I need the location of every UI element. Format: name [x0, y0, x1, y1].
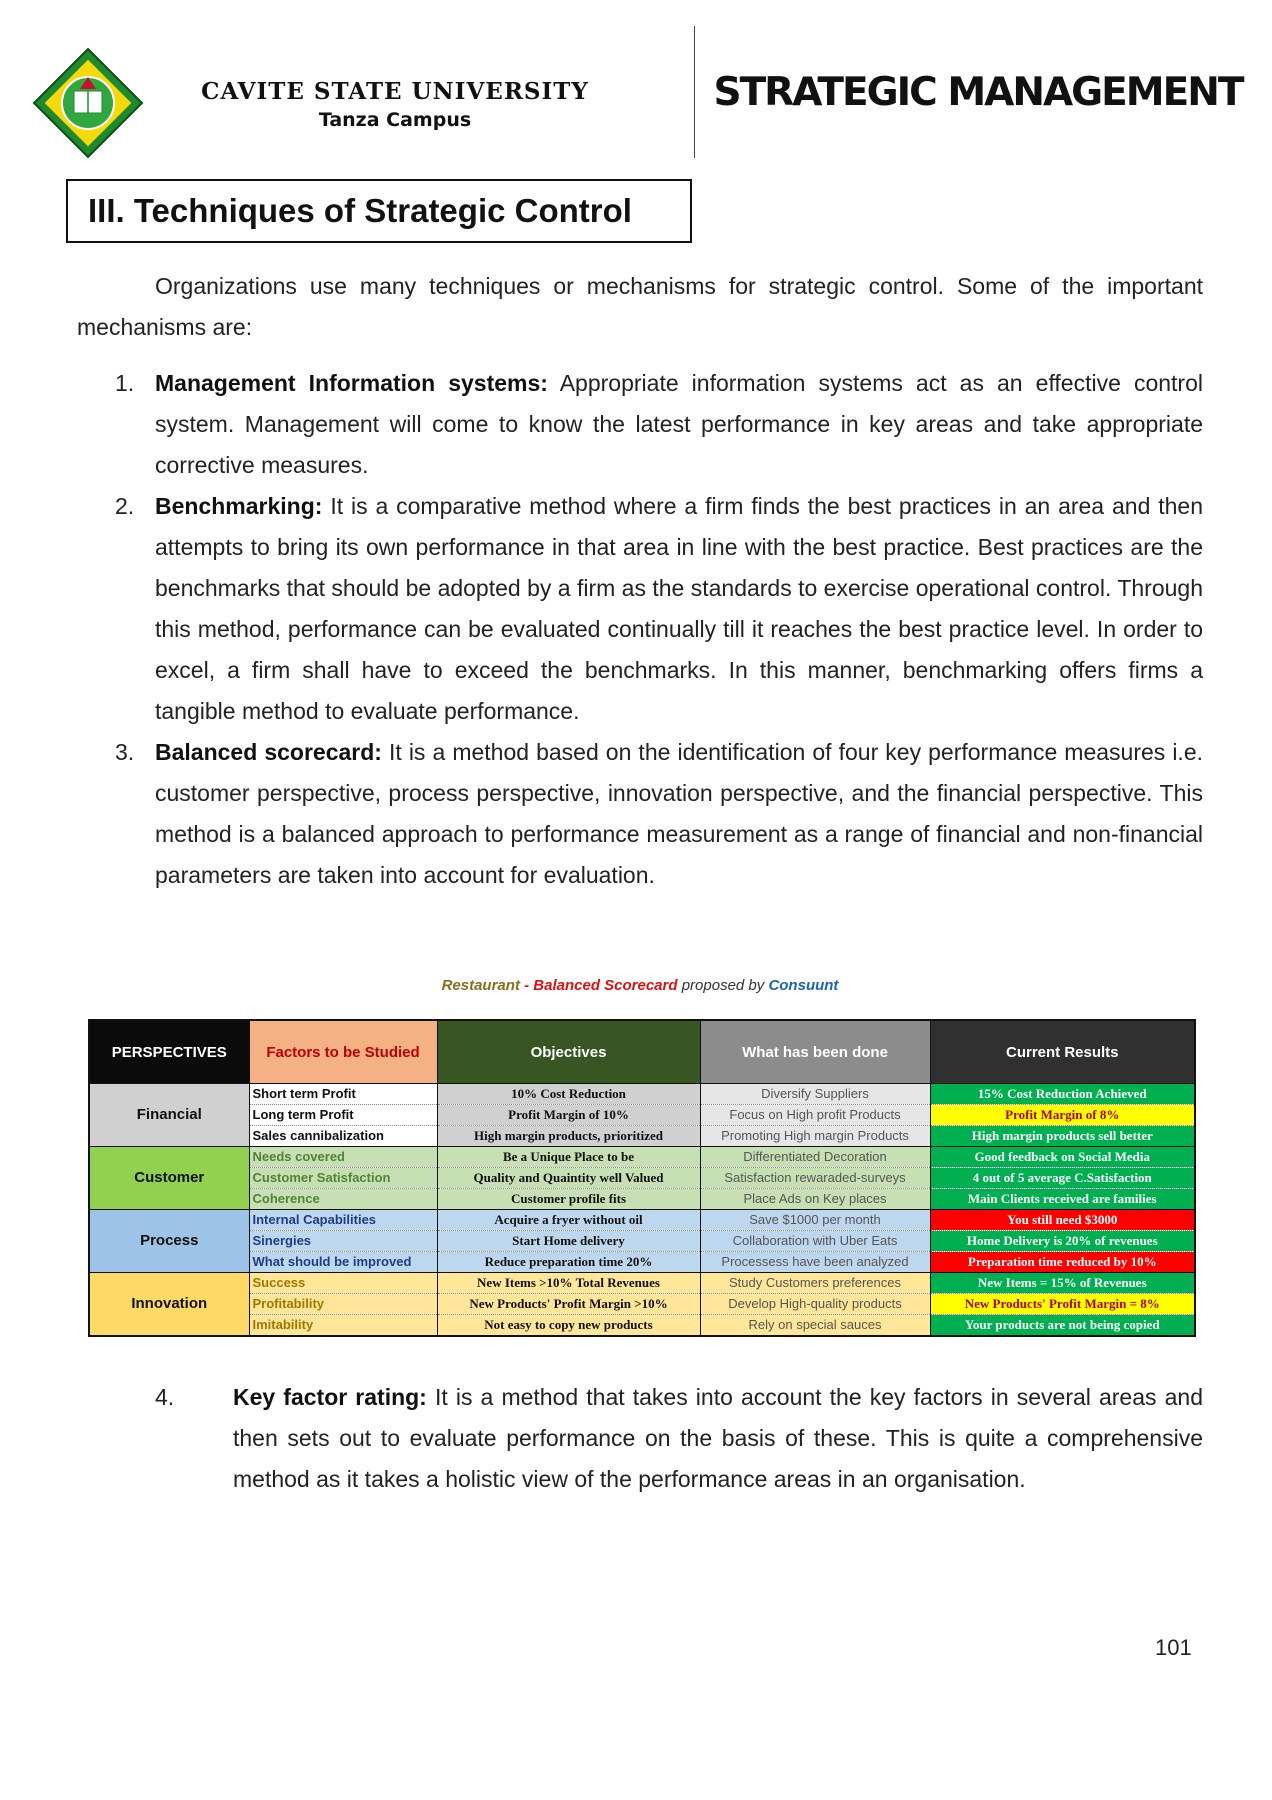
- balanced-scorecard-table: [88, 1019, 1196, 1337]
- result-cell: New Products' Profit Margin = 8%: [930, 1294, 1195, 1315]
- objective-cell: New Products' Profit Margin >10%: [437, 1294, 700, 1315]
- done-cell: Rely on special sauces: [700, 1315, 930, 1337]
- item-term: Management Information systems:: [155, 370, 548, 396]
- perspective-cell: Customer: [89, 1147, 249, 1210]
- result-cell: Good feedback on Social Media: [930, 1147, 1195, 1168]
- table-row: [89, 1252, 1195, 1273]
- scorecard-caption: [90, 977, 1190, 994]
- done-cell: Develop High-quality products: [700, 1294, 930, 1315]
- factor-cell: Internal Capabilities: [249, 1210, 437, 1231]
- result-cell: Main Clients received are families: [930, 1189, 1195, 1210]
- result-cell: Your products are not being copied: [930, 1315, 1195, 1337]
- factor-cell: Long term Profit: [249, 1105, 437, 1126]
- caption-proposed: proposed by: [677, 977, 769, 994]
- table-header-row: [89, 1020, 1195, 1084]
- done-cell: Focus on High profit Products: [700, 1105, 930, 1126]
- done-cell: Differentiated Decoration: [700, 1147, 930, 1168]
- table-row: [89, 1210, 1195, 1231]
- item-text: It is a comparative method where a firm finds the best practices in an area and then attempts to bring its own performance in that area in line with the best practice. Best practices are the benchmarks that should be adopted by a firm as the standards to exercise operational control. Through this method, performance can be evaluated continually till it reaches the best practice level. In order to excel, a firm shall have to exceed the benchmarks. In this manner, benchmarking offers firms a tangible method to evaluate performance.: [155, 493, 1203, 724]
- item-number: 3.: [115, 739, 135, 765]
- table-row: [89, 1084, 1195, 1105]
- intro-paragraph: Organizations use many techniques or mechanisms for strategic control. Some of the important mechanisms are:: [77, 273, 1203, 340]
- table-row: [89, 1231, 1195, 1252]
- objective-cell: Quality and Quaintity well Valued: [437, 1168, 700, 1189]
- objective-cell: Be a Unique Place to be: [437, 1147, 700, 1168]
- factor-cell: What should be improved: [249, 1252, 437, 1273]
- factor-cell: Coherence: [249, 1189, 437, 1210]
- result-cell: High margin products sell better: [930, 1126, 1195, 1147]
- done-cell: Save $1000 per month: [700, 1210, 930, 1231]
- objective-cell: Customer profile fits: [437, 1189, 700, 1210]
- result-cell: 15% Cost Reduction Achieved: [930, 1084, 1195, 1105]
- item-text: It is a method based on the identification of four key performance measures i.e. customer perspective, process perspective, innovation perspective, and the financial perspective. This method is a balanced approach to performance measurement as a range of financial and non-financial parameters are taken into account for evaluation.: [155, 739, 1203, 888]
- table-row: [89, 1126, 1195, 1147]
- item-number: 4.: [155, 1384, 175, 1410]
- university-header: [185, 78, 605, 131]
- objective-cell: High margin products, prioritized: [437, 1126, 700, 1147]
- header-what-done: What has been done: [700, 1020, 930, 1084]
- item-number: 2.: [115, 493, 135, 519]
- item-text: Appropriate information systems act as an effective control system. Management will come to know the latest performance in key areas and take appropriate corrective measures.: [155, 370, 1203, 478]
- objective-cell: New Items >10% Total Revenues: [437, 1273, 700, 1294]
- objective-cell: Start Home delivery: [437, 1231, 700, 1252]
- item-term: Balanced scorecard:: [155, 739, 382, 765]
- header-divider: [694, 26, 695, 158]
- university-name: CAVITE STATE UNIVERSITY: [201, 78, 589, 105]
- techniques-list-continued: [77, 1377, 1203, 1500]
- done-cell: Processess have been analyzed: [700, 1252, 930, 1273]
- done-cell: Place Ads on Key places: [700, 1189, 930, 1210]
- section-heading-box: [66, 179, 692, 243]
- table-row: [89, 1315, 1195, 1337]
- scorecard-body: [89, 1084, 1195, 1337]
- table-row: [89, 1189, 1195, 1210]
- done-cell: Diversify Suppliers: [700, 1084, 930, 1105]
- caption-dash: -: [519, 977, 534, 994]
- header-factors: Factors to be Studied: [249, 1020, 437, 1084]
- item-term: Key factor rating:: [233, 1384, 427, 1410]
- perspective-cell: Financial: [89, 1084, 249, 1147]
- list-item: [77, 732, 1203, 896]
- done-cell: Collaboration with Uber Eats: [700, 1231, 930, 1252]
- caption-restaurant: Restaurant: [441, 977, 520, 994]
- factor-cell: Sales cannibalization: [249, 1126, 437, 1147]
- result-cell: Preparation time reduced by 10%: [930, 1252, 1195, 1273]
- factor-cell: Profitability: [249, 1294, 437, 1315]
- header-objectives: Objectives: [437, 1020, 700, 1084]
- header-current-results: Current Results: [930, 1020, 1195, 1084]
- table-row: [89, 1294, 1195, 1315]
- result-cell: You still need $3000: [930, 1210, 1195, 1231]
- table-row: [89, 1105, 1195, 1126]
- factor-cell: Sinergies: [249, 1231, 437, 1252]
- caption-consuunt: Consuunt: [768, 977, 839, 994]
- list-item: [77, 486, 1203, 732]
- factor-cell: Short term Profit: [249, 1084, 437, 1105]
- factor-cell: Customer Satisfaction: [249, 1168, 437, 1189]
- result-cell: New Items = 15% of Revenues: [930, 1273, 1195, 1294]
- done-cell: Satisfaction rewaraded-surveys: [700, 1168, 930, 1189]
- result-cell: 4 out of 5 average C.Satisfaction: [930, 1168, 1195, 1189]
- objective-cell: Reduce preparation time 20%: [437, 1252, 700, 1273]
- factor-cell: Imitability: [249, 1315, 437, 1337]
- header-perspectives: PERSPECTIVES: [89, 1020, 249, 1084]
- techniques-list: [77, 363, 1203, 896]
- objective-cell: Acquire a fryer without oil: [437, 1210, 700, 1231]
- caption-bsc: Balanced Scorecard: [533, 977, 678, 994]
- item-number: 1.: [115, 370, 135, 396]
- done-cell: Study Customers preferences: [700, 1273, 930, 1294]
- table-row: [89, 1273, 1195, 1294]
- perspective-cell: Process: [89, 1210, 249, 1273]
- perspective-cell: Innovation: [89, 1273, 249, 1337]
- factor-cell: Success: [249, 1273, 437, 1294]
- result-cell: Home Delivery is 20% of revenues: [930, 1231, 1195, 1252]
- result-cell: Profit Margin of 8%: [930, 1105, 1195, 1126]
- objective-cell: Profit Margin of 10%: [437, 1105, 700, 1126]
- table-row: [89, 1147, 1195, 1168]
- course-title: STRATEGIC MANAGEMENT: [713, 70, 1243, 115]
- factor-cell: Needs covered: [249, 1147, 437, 1168]
- item-text: It is a method that takes into account the key factors in several areas and then sets out to evaluate performance on the basis of these. This is quite a comprehensive method as it takes a holistic view of the performance areas in an organisation.: [233, 1384, 1203, 1492]
- list-item: [77, 363, 1203, 486]
- campus-name: Tanza Campus: [318, 109, 472, 131]
- page-number: 101: [1155, 1635, 1192, 1660]
- list-item: [77, 1377, 1203, 1500]
- objective-cell: 10% Cost Reduction: [437, 1084, 700, 1105]
- table-row: [89, 1168, 1195, 1189]
- objective-cell: Not easy to copy new products: [437, 1315, 700, 1337]
- item-term: Benchmarking:: [155, 493, 323, 519]
- done-cell: Promoting High margin Products: [700, 1126, 930, 1147]
- university-logo: [32, 47, 144, 159]
- section-title: III. Techniques of Strategic Control: [88, 192, 632, 229]
